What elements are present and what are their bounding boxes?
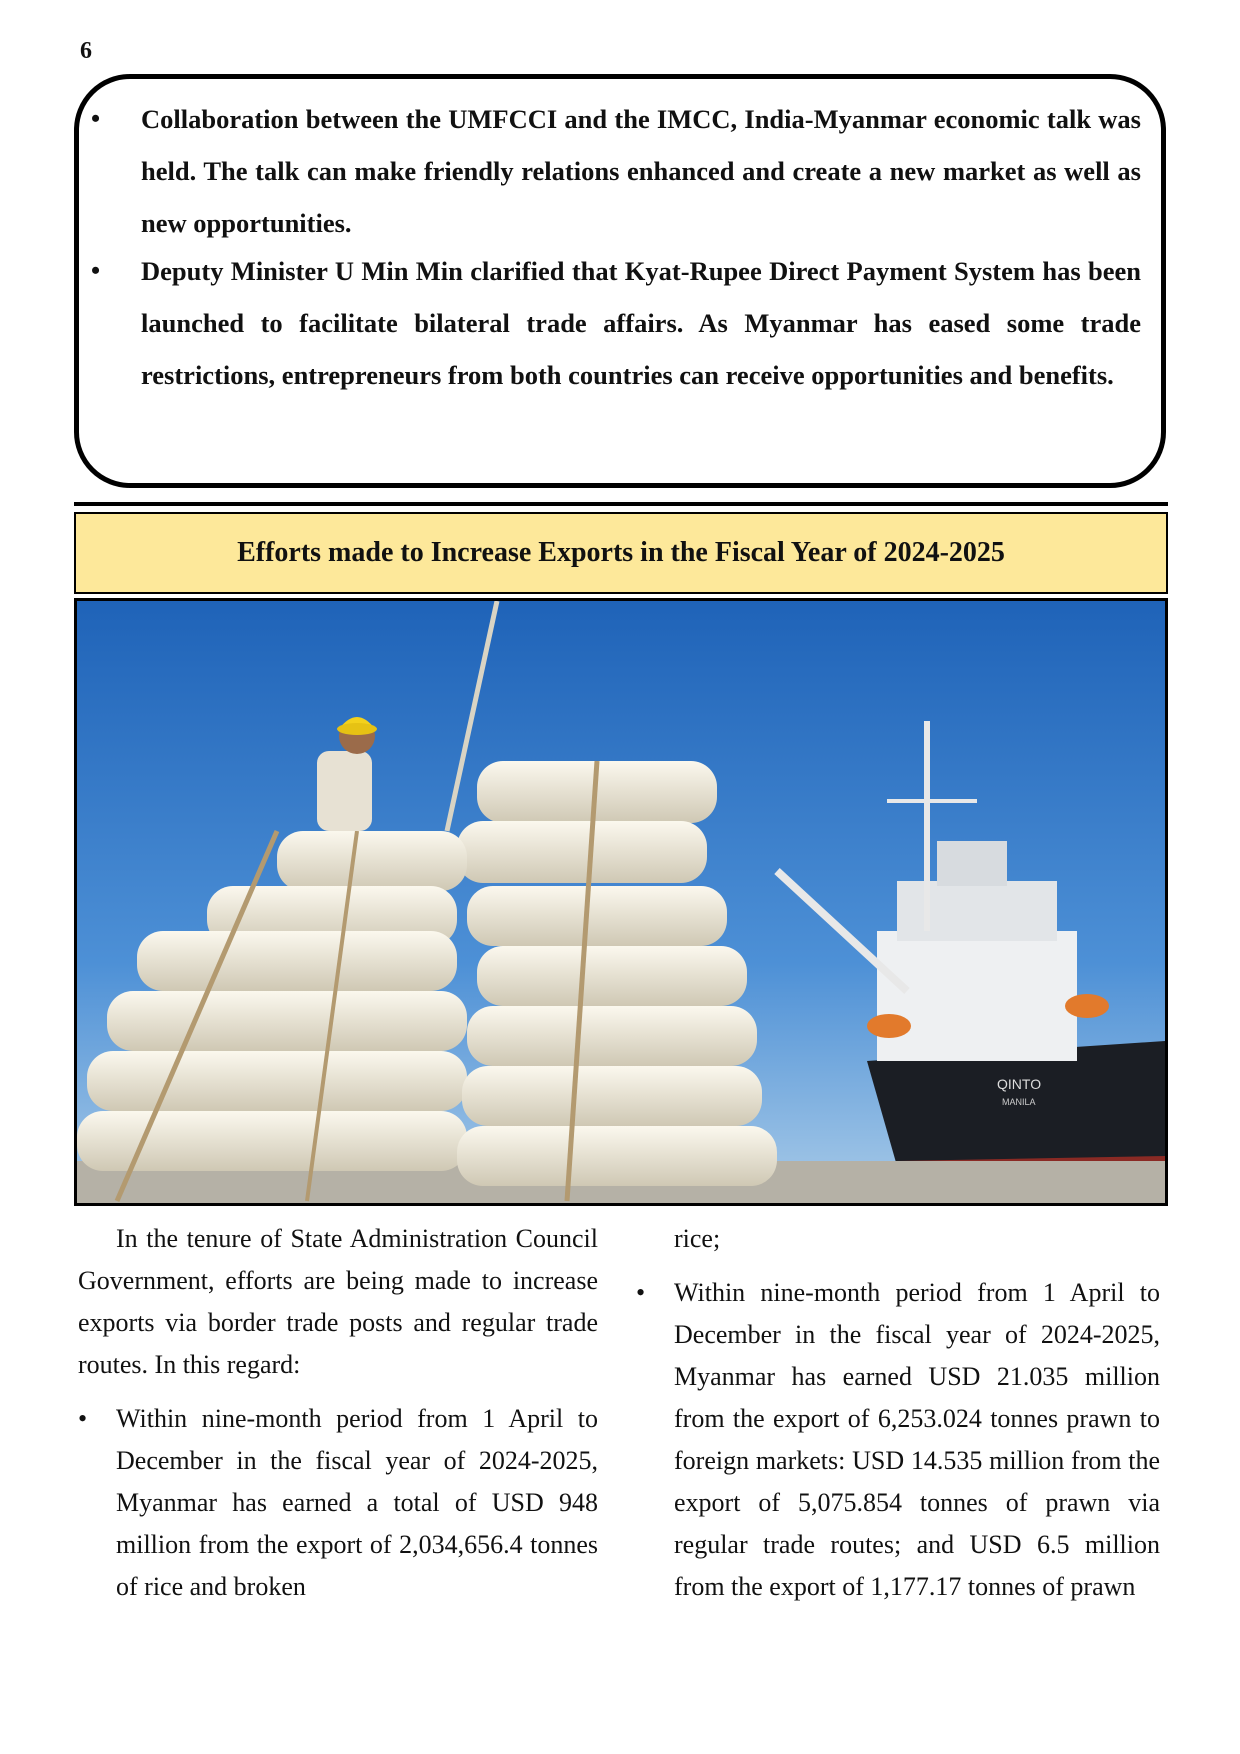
highlight-text: Collaboration between the UMFCCI and the IMCC, India-Myanmar economic talk was held. The talk can make friendly relations enhanced and create a new market as well as new opportunities. [141,104,1141,238]
page-number: 6 [80,38,92,64]
section-divider [74,502,1168,506]
ship-name: QINTO [997,1076,1042,1092]
section-heading-box [74,512,1168,594]
article-intro: In the tenure of State Administration Council Government, efforts are being made to increase exports via border trade posts and regular trade routes. In this regard: [78,1224,598,1379]
bullet-icon: • [78,1404,88,1433]
ship-port: MANILA [1002,1097,1036,1107]
highlight-item [91,93,1141,249]
article-bullet-item [636,1272,1160,1608]
article-bullet-item [78,1398,598,1608]
article-bullet-text: Within nine-month period from 1 April to December in the fiscal year of 2024-2025, Myanmar has earned USD 21.035 million from the export of 6,253.024 tonnes prawn to foreign markets: USD 14.535 million from the export of 5,075.854 tonnes of prawn via regular trade routes; and USD 6.5 million from the export of 1,177.17 tonnes of prawn [674,1278,1160,1601]
highlight-text: Deputy Minister U Min Min clarified that Kyat-Rupee Direct Payment System has been launched to facilitate bilateral trade affairs. As Myanmar has eased some trade restrictions, entrepreneurs from both countries can receive opportunities and benefits. [141,256,1141,390]
rice-export-photo [74,598,1168,1206]
highlight-item [91,245,1141,401]
photo-illustration [77,601,1165,1203]
article-column-right [636,1218,1160,1608]
article-bullet-text: Within nine-month period from 1 April to December in the fiscal year of 2024-2025, Myanmar has earned a total of USD 948 million from the export of 2,034,656.4 tonnes of rice and broken [116,1404,598,1601]
bullet-icon: • [636,1278,646,1307]
highlights-callout-box [74,74,1166,488]
section-heading: Efforts made to Increase Exports in the Fiscal Year of 2024-2025 [237,537,1005,568]
bullet-icon: • [91,104,101,133]
bullet-icon: • [91,256,101,285]
article-column-left [78,1218,598,1608]
article-bullet-continuation: rice; [674,1224,721,1253]
